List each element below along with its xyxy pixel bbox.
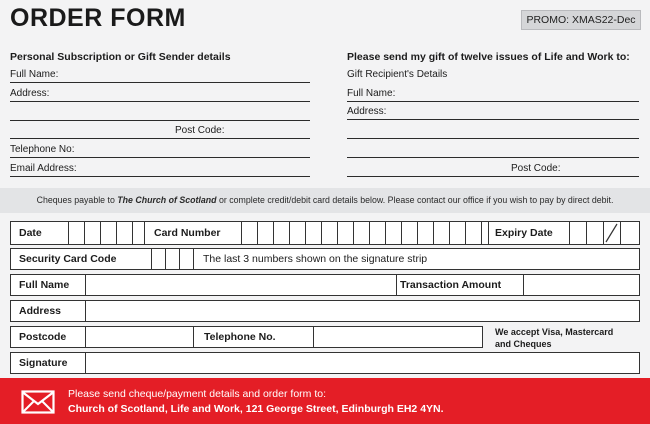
accepted-payments-line-2: and Cheques bbox=[495, 339, 552, 349]
card-number-digit-box[interactable] bbox=[305, 222, 306, 244]
expiry-digit-box[interactable] bbox=[620, 222, 621, 244]
recipient-address-field-1[interactable] bbox=[347, 119, 639, 120]
accepted-payments-line-1: We accept Visa, Mastercard bbox=[495, 327, 614, 337]
card-number-digit-box[interactable] bbox=[401, 222, 402, 244]
address-row bbox=[10, 300, 640, 322]
promo-code-badge: PROMO: XMAS22-Dec bbox=[521, 10, 641, 30]
recipient-address-field-2[interactable] bbox=[347, 138, 639, 139]
security-digit-box[interactable] bbox=[165, 249, 166, 269]
card-number-digit-box[interactable] bbox=[257, 222, 258, 244]
cheques-prefix: Cheques payable to bbox=[36, 195, 118, 205]
sender-full-name-field[interactable] bbox=[10, 82, 310, 83]
date-digit-box[interactable] bbox=[116, 222, 117, 244]
expiry-digit-box[interactable] bbox=[586, 222, 587, 244]
date-label: Date bbox=[19, 227, 42, 239]
recipient-full-name-label: Full Name: bbox=[347, 88, 396, 99]
sender-address-label: Address: bbox=[10, 88, 50, 99]
telephone-label: Telephone No. bbox=[204, 331, 276, 343]
card-number-digit-box[interactable] bbox=[417, 222, 418, 244]
sender-post-code-field[interactable] bbox=[10, 138, 310, 139]
postcode-telephone-row bbox=[10, 326, 483, 348]
envelope-icon bbox=[21, 390, 55, 414]
security-code-divider bbox=[193, 249, 194, 269]
sender-heading: Personal Subscription or Gift Sender details bbox=[10, 51, 231, 63]
date-digit-box[interactable] bbox=[132, 222, 133, 244]
expiry-slash-mark bbox=[603, 222, 620, 244]
card-number-digit-box[interactable] bbox=[385, 222, 386, 244]
sender-email-field[interactable] bbox=[10, 176, 310, 177]
sender-address-field-1[interactable] bbox=[10, 101, 310, 102]
recipient-full-name-field[interactable] bbox=[347, 101, 639, 102]
card-details-row bbox=[10, 221, 640, 245]
sender-address-field-2[interactable] bbox=[10, 120, 310, 121]
full-name-label: Full Name bbox=[19, 279, 70, 291]
full-name-input[interactable] bbox=[86, 275, 396, 295]
recipient-address-field-3[interactable] bbox=[347, 157, 639, 158]
signature-input[interactable] bbox=[86, 353, 639, 373]
card-number-digit-box[interactable] bbox=[449, 222, 450, 244]
date-digit-box[interactable] bbox=[100, 222, 101, 244]
sender-telephone-label: Telephone No: bbox=[10, 144, 75, 155]
transaction-amount-label: Transaction Amount bbox=[400, 279, 502, 291]
expiry-divider bbox=[488, 222, 489, 244]
sender-telephone-field[interactable] bbox=[10, 157, 310, 158]
expiry-digit-box[interactable] bbox=[569, 222, 570, 244]
recipient-post-code-label: Post Code: bbox=[511, 163, 561, 174]
name-amount-row bbox=[10, 274, 640, 296]
card-number-digit-box[interactable] bbox=[481, 222, 482, 244]
security-digit-box[interactable] bbox=[179, 249, 180, 269]
sender-post-code-label: Post Code: bbox=[175, 125, 225, 136]
security-digit-box[interactable] bbox=[151, 249, 152, 269]
card-number-digit-box[interactable] bbox=[433, 222, 434, 244]
postcode-input[interactable] bbox=[86, 327, 192, 347]
date-digit-box[interactable] bbox=[68, 222, 69, 244]
transaction-divider bbox=[396, 275, 397, 295]
recipient-details-label: Gift Recipient's Details bbox=[347, 69, 448, 80]
sender-email-label: Email Address: bbox=[10, 163, 77, 174]
accepted-payments-note bbox=[495, 326, 613, 350]
card-number-digit-box[interactable] bbox=[321, 222, 322, 244]
page-title: ORDER FORM bbox=[10, 4, 186, 32]
telephone-divider bbox=[193, 327, 194, 347]
signature-row bbox=[10, 352, 640, 374]
card-number-digit-box[interactable] bbox=[353, 222, 354, 244]
address-label: Address bbox=[19, 305, 62, 317]
card-number-digit-box[interactable] bbox=[273, 222, 274, 244]
cheques-info-band bbox=[0, 188, 650, 213]
cheques-suffix: or complete credit/debit card details below. Please contact our office if you wish to pay by direct debit. bbox=[216, 195, 614, 205]
cheques-payee: The Church of Scotland bbox=[117, 195, 217, 205]
transaction-amount-input[interactable] bbox=[524, 275, 639, 295]
card-number-digit-box[interactable] bbox=[369, 222, 370, 244]
recipient-post-code-field[interactable] bbox=[347, 176, 639, 177]
security-code-note: The last 3 numbers shown on the signature strip bbox=[203, 253, 428, 265]
recipient-heading: Please send my gift of twelve issues of Life and Work to: bbox=[347, 51, 630, 63]
sender-full-name-label: Full Name: bbox=[10, 69, 59, 80]
card-number-digit-box[interactable] bbox=[337, 222, 338, 244]
card-number-divider bbox=[144, 222, 145, 244]
expiry-date-label: Expiry Date bbox=[495, 227, 553, 239]
recipient-address-label: Address: bbox=[347, 106, 387, 117]
telephone-input[interactable] bbox=[314, 327, 482, 347]
security-code-row bbox=[10, 248, 640, 270]
address-input[interactable] bbox=[86, 301, 639, 321]
footer-instruction: Please send cheque/payment details and order form to: bbox=[68, 388, 326, 400]
footer-address: Church of Scotland, Life and Work, 121 George Street, Edinburgh EH2 4YN. bbox=[68, 403, 444, 415]
card-number-digit-box[interactable] bbox=[289, 222, 290, 244]
signature-label: Signature bbox=[19, 357, 68, 369]
postcode-label: Postcode bbox=[19, 331, 67, 343]
card-number-digit-box[interactable] bbox=[465, 222, 466, 244]
card-number-digit-box[interactable] bbox=[241, 222, 242, 244]
date-digit-box[interactable] bbox=[84, 222, 85, 244]
footer-banner bbox=[0, 378, 650, 424]
card-number-label: Card Number bbox=[154, 227, 221, 239]
security-code-label: Security Card Code bbox=[19, 253, 117, 265]
